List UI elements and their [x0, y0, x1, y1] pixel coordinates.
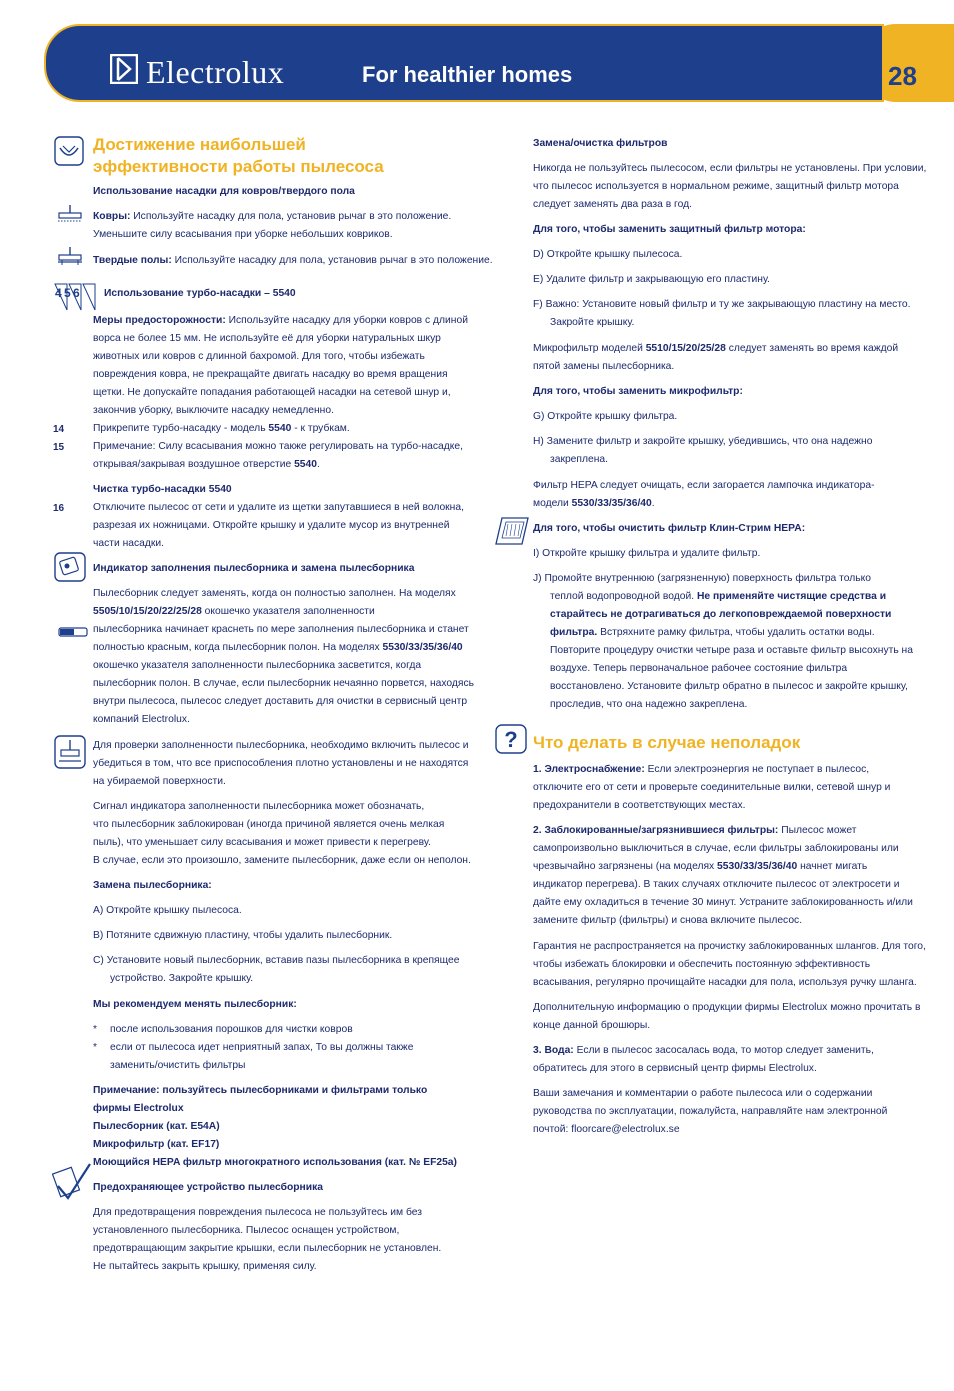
note-line-1: фирмы Electrolux: [93, 1103, 184, 1114]
precautions-line-3: повреждения ковра, не прекращайте двигать насадку во время вращения: [93, 369, 448, 380]
replace-heading: Замена пылесборника:: [93, 880, 212, 891]
step16-line-1: разрезая их ножницами. Откройте крышку и удалите мусор из внутренней: [93, 520, 450, 531]
warranty-line-2: всасывания, регулярно прочищайте насадки для пола, используя ручку шланга.: [533, 977, 917, 988]
hepa-warning-3: фильтра.: [550, 627, 598, 638]
hard-floor-label: Твердые полы:: [93, 255, 172, 266]
precautions-label: Меры предосторожности:: [93, 315, 226, 326]
hepa-step-j-rest-0: Повторите процедуру очистки четыре раза и оставьте фильтр высохнуть на: [550, 645, 913, 656]
tagline: For healthier homes: [362, 62, 573, 87]
note-line-4: Моющийся HEPA фильтр многократного использования (кат. № EF25a): [93, 1157, 457, 1168]
hepa-models: 5530/33/35/36/40: [571, 498, 652, 509]
signal-line-3: В случае, если это произошло, замените пылесборник, даже если он неполон.: [93, 855, 471, 866]
filters-line-0: Никогда не пользуйтесь пылесосом, если фильтры не установлены. При условии,: [533, 163, 927, 174]
hepa-step-j: J) Промойте внутреннюю (загрязненную) поверхность фильтра только: [533, 573, 871, 584]
blocked-models: 5530/33/35/36/40: [717, 861, 798, 872]
water-line-1: Если в пылесос засосалась вода, то мотор следует заменить,: [573, 1045, 874, 1056]
indicator-line-1: Пылесборник следует заменять, когда он полностью заполнен. На моделях: [93, 588, 456, 599]
step14-text: Прикрепите турбо-насадку - модель: [93, 423, 269, 434]
precautions-line-2: животных или ковров с длинной бахромой. Для того, чтобы избежать: [93, 351, 425, 362]
hepa-step-j-line-4: Встряхните рамку фильтра, чтобы удалить остатки воды.: [597, 627, 875, 638]
indicator-line-3: пылесборника начинает краснеть по мере заполнения пылесборника и станет: [93, 624, 469, 635]
precautions-line-0: Используйте насадку для уборки ковров с длиной: [225, 315, 468, 326]
indicator-models-1: 5505/10/15/20/22/25/28: [93, 606, 202, 617]
indicator-line-2: окошечко указателя заполненности: [201, 606, 375, 617]
recommend-item-1: после использования порошков для чистки ковров: [110, 1024, 353, 1035]
replace-step-c: C) Установите новый пылесборник, вставив пазы пылесборника в крепящее: [93, 955, 460, 966]
blocked-line-1: Пылесос может: [778, 825, 857, 836]
blocked-line-3: чрезвычайно загрязнены (на моделях: [533, 861, 718, 872]
nozzle-check-icon: [54, 735, 86, 769]
hepa-step-j-rest-1: воздухе. Теперь первоначальное рабочее состояние фильтра: [550, 663, 848, 674]
blocked-rest-1: дайте ему охладиться в течение 30 минут. Устраните заблокированность и/или: [533, 897, 913, 908]
step-number-15: 15: [53, 442, 65, 453]
recommend-item-2: если от пылесоса идет неприятный запах, То вы должны также: [110, 1042, 414, 1053]
safety-line-1: установленного пылесборника. Пылесос оснащен устройством,: [93, 1225, 400, 1236]
blocked-rest-2: замените фильтр (фильтры) и снова включите пылесос.: [533, 915, 803, 926]
power-label: 1. Электроснабжение:: [533, 764, 645, 775]
check-line-2: на убираемой поверхности.: [93, 776, 226, 787]
warranty-line-0: Гарантия не распространяется на прочистку заблокированных шлангов. Для того,: [533, 941, 926, 952]
indicator-line-5: окошечко указателя заполненности пылесборника засветится, когда: [93, 660, 422, 671]
micro-step-g: G) Откройте крышку фильтра.: [533, 411, 678, 422]
info-line-1: конце данной брошюры.: [533, 1020, 651, 1031]
indicator-window-icon: [58, 627, 88, 637]
hepa-line-2: модели: [533, 498, 572, 509]
turbo-heading: Использование турбо-насадки – 5540: [104, 288, 296, 299]
indicator-models-2: 5530/33/35/36/40: [382, 642, 463, 653]
micro-heading: Для того, чтобы заменить микрофильтр:: [533, 386, 743, 397]
contact-line-1: руководства по эксплуатации, пожалуйста, направляйте нам электронной: [533, 1106, 888, 1117]
troubleshooting-title: Что делать в случае неполадок: [533, 733, 801, 752]
indicator-heading: Индикатор заполнения пылесборника и замена пылесборника: [93, 563, 415, 574]
precautions-line-5: закончив уборку, выключите насадку немедленно.: [93, 405, 334, 416]
motor-step-f: F) Важно: Установите новый фильтр и ту же закрывающую пластину на место.: [533, 299, 911, 310]
step14-model: 5540: [268, 423, 292, 434]
hepa-step-j-line-2: теплой водопроводной водой.: [550, 591, 697, 602]
question-icon: [495, 724, 527, 754]
water-line-2: обратитесь для этого в сервисный центр фирмы Electrolux.: [533, 1063, 817, 1074]
filters-heading: Замена/очистка фильтров: [533, 138, 668, 149]
brand-name: Electrolux: [146, 54, 285, 90]
power-line-3: предохранители в соответствующих местах.: [533, 800, 746, 811]
motor-step-f-cont: Закройте крышку.: [550, 317, 635, 328]
page-header: [44, 24, 954, 102]
filters-line-1: что пылесос используется в нормальном режиме, защитный фильтр мотора: [533, 181, 899, 192]
hepa-heading: Для того, чтобы очистить фильтр Клин-Стрим HEPA:: [533, 523, 806, 534]
turbo-cleaning-heading: Чистка турбо-насадки 5540: [93, 484, 232, 495]
micro-line-2: пятой замены пылесборника.: [533, 361, 675, 372]
note-line-0: Примечание: пользуйтесь пылесборниками и фильтрами только: [93, 1085, 428, 1096]
checkmark-icon: [52, 1160, 92, 1204]
micro-line-1-end: следует заменять во время каждой: [725, 343, 899, 354]
turbo-steps-badge: 4 5 6: [55, 286, 80, 300]
precautions-line-1: ворса не более 15 мм. Не используйте её для уборки натуральных шкур: [93, 333, 441, 344]
hard-floor-lever-icon: [56, 245, 84, 267]
signal-line-1: что пылесборник заблокирован (иногда причиной является очень мелкая: [93, 819, 445, 830]
blocked-label: 2. Заблокированные/загрязнившиеся фильтры:: [533, 825, 779, 836]
warranty-line-1: чтобы избежать блокировки и обеспечить постоянную эффективность: [533, 959, 871, 970]
replace-step-b: B) Потяните сдвижную пластину, чтобы удалить пылесборник.: [93, 930, 393, 941]
hepa-warning-2: старайтесь не дотрагиваться до легкоповреждаемой поверхности: [550, 609, 892, 620]
hepa-line-1: Фильтр HEPA следует очищать, если загорается лампочка индикатора-: [533, 480, 875, 491]
water-label: 3. Вода:: [533, 1045, 574, 1056]
note-line-2: Пылесборник (кат. E54A): [93, 1121, 220, 1132]
micro-step-h-cont: закреплена.: [550, 454, 608, 465]
page-number: 28: [888, 61, 917, 91]
hepa-step-i: I) Откройте крышку фильтра и удалите фильтр.: [533, 548, 761, 559]
blocked-rest-0: индикатор перегрева). В таких случаях отключите пылесос от электросети и: [533, 879, 900, 890]
section-title-line-1: Достижение наибольшей: [93, 135, 306, 154]
indicator-line-6: пылесборник полон. В случае, если пылесборник нечаянно порвется, находясь: [93, 678, 474, 689]
hepa-warning-1: Не применяйте чистящие средства и: [696, 591, 887, 602]
indicator-line-4: полностью красным, когда пылесборник полон. На моделях: [93, 642, 383, 653]
safety-line-0: Для предотвращения повреждения пылесоса не пользуйтесь им без: [93, 1207, 422, 1218]
step15-line-1: Примечание: Силу всасывания можно также регулировать на турбо-насадке,: [93, 441, 463, 452]
step15-line-2-end: .: [317, 459, 320, 470]
micro-models: 5510/15/20/25/28: [645, 343, 726, 354]
check-line-0: Для проверки заполненности пылесборника, необходимо включить пылесос и: [93, 740, 469, 751]
electrolux-logo-icon: [110, 54, 138, 84]
step16-line-0: Отключите пылесос от сети и удалите из щетки запутавшиеся в ней волокна,: [93, 502, 464, 513]
info-line-0: Дополнительную информацию о продукции фирмы Electrolux можно прочитать в: [533, 1002, 921, 1013]
check-line-1: убедиться в том, что все приспособления плотно установлены и не находятся: [93, 758, 469, 769]
blocked-line-3-end: начнет мигать: [797, 861, 868, 872]
recommend-item-2-cont: заменить/очистить фильтры: [110, 1060, 246, 1071]
replace-step-a: A) Откройте крышку пылесоса.: [93, 905, 242, 916]
note-line-3: Микрофильтр (кат. EF17): [93, 1139, 220, 1150]
section-title-line-2: эффективности работы пылесоса: [93, 157, 384, 176]
micro-line-1: Микрофильтр моделей: [533, 343, 646, 354]
precautions-line-4: щетки. Не допускайте попадания работающей насадки на сетевой шнур и,: [93, 387, 451, 398]
dustbag-indicator-icon: [54, 552, 86, 582]
carpets-label: Ковры:: [93, 211, 131, 222]
hepa-step-j-rest-2: восстановлено. Установите фильтр обратно в пылесос и закройте крышку,: [550, 681, 908, 692]
safety-line-2: предотвращающим закрытие крышки, если пылесборник не установлен.: [93, 1243, 442, 1254]
nozzle-section-icon: [54, 136, 84, 166]
signal-line-2: пыль), что уменьшает силу всасывания и может привести к перегреву.: [93, 837, 431, 848]
step16-line-2: части насадки.: [93, 538, 164, 549]
step14-text-end: - к трубкам.: [291, 423, 350, 434]
indicator-line-8: компаний Electrolux.: [93, 714, 190, 725]
signal-line-0: Сигнал индикатора заполненности пылесборника может обозначать,: [93, 801, 425, 812]
step15-line-2: открывая/закрывая воздушное отверстие: [93, 459, 295, 470]
motor-step-d: D) Откройте крышку пылесоса.: [533, 249, 683, 260]
bullet: *: [93, 1024, 98, 1035]
contact-line-0: Ваши замечания и комментарии о работе пылесоса или о содержании: [533, 1088, 873, 1099]
motor-step-e: E) Удалите фильтр и закрывающую его пластину.: [533, 274, 770, 285]
step15-model: 5540: [294, 459, 317, 470]
contact-line-2: почтой: floorcare@electrolux.se: [533, 1124, 680, 1135]
hepa-line-2-end: .: [651, 498, 655, 509]
power-line-1: Если электроэнергия не поступает в пылесос,: [644, 764, 870, 775]
filters-line-2: следует заменять два раза в год.: [533, 199, 692, 210]
indicator-line-7: внутри пылесоса, пылесос следует доставить для очистки в сервисный центр: [93, 696, 468, 707]
safety-heading: Предохраняющее устройство пылесборника: [93, 1182, 323, 1193]
hepa-step-j-rest-3: проследив, что она надежно закреплена.: [550, 699, 748, 710]
svg-text:?: ?: [504, 727, 518, 752]
step-number-14: 14: [53, 424, 65, 435]
step-number-16: 16: [53, 503, 65, 514]
bullet: *: [93, 1042, 98, 1053]
recommend-heading: Мы рекомендуем менять пылесборник:: [93, 999, 297, 1010]
carpet-lever-icon: [56, 203, 84, 225]
hard-floor-text: Используйте насадку для пола, установив рычаг в это положение.: [171, 255, 493, 266]
carpet-hard-heading: Использование насадки для ковров/твердого пола: [93, 186, 355, 197]
blocked-line-2: самопроизвольно выключиться в случае, если фильтры заблокированы или: [533, 843, 899, 854]
safety-line-3: Не пытайтесь закрыть крышку, применяя силу.: [93, 1261, 317, 1272]
micro-step-h: H) Замените фильтр и закройте крышку, убедившись, что она надежно: [533, 436, 873, 447]
power-line-2: отключите его от сети и проверьте соединительные вилки, сетевой шнур и: [533, 782, 891, 793]
motor-filter-heading: Для того, чтобы заменить защитный фильтр мотора:: [533, 224, 806, 235]
hepa-filter-icon: [494, 516, 530, 548]
carpets-text-2: Уменьшите силу всасывания при уборке небольших ковриков.: [93, 229, 393, 240]
carpets-text: Используйте насадку для пола, установив рычаг в это положение.: [130, 211, 452, 222]
replace-step-c-cont: устройство. Закройте крышку.: [110, 973, 254, 984]
